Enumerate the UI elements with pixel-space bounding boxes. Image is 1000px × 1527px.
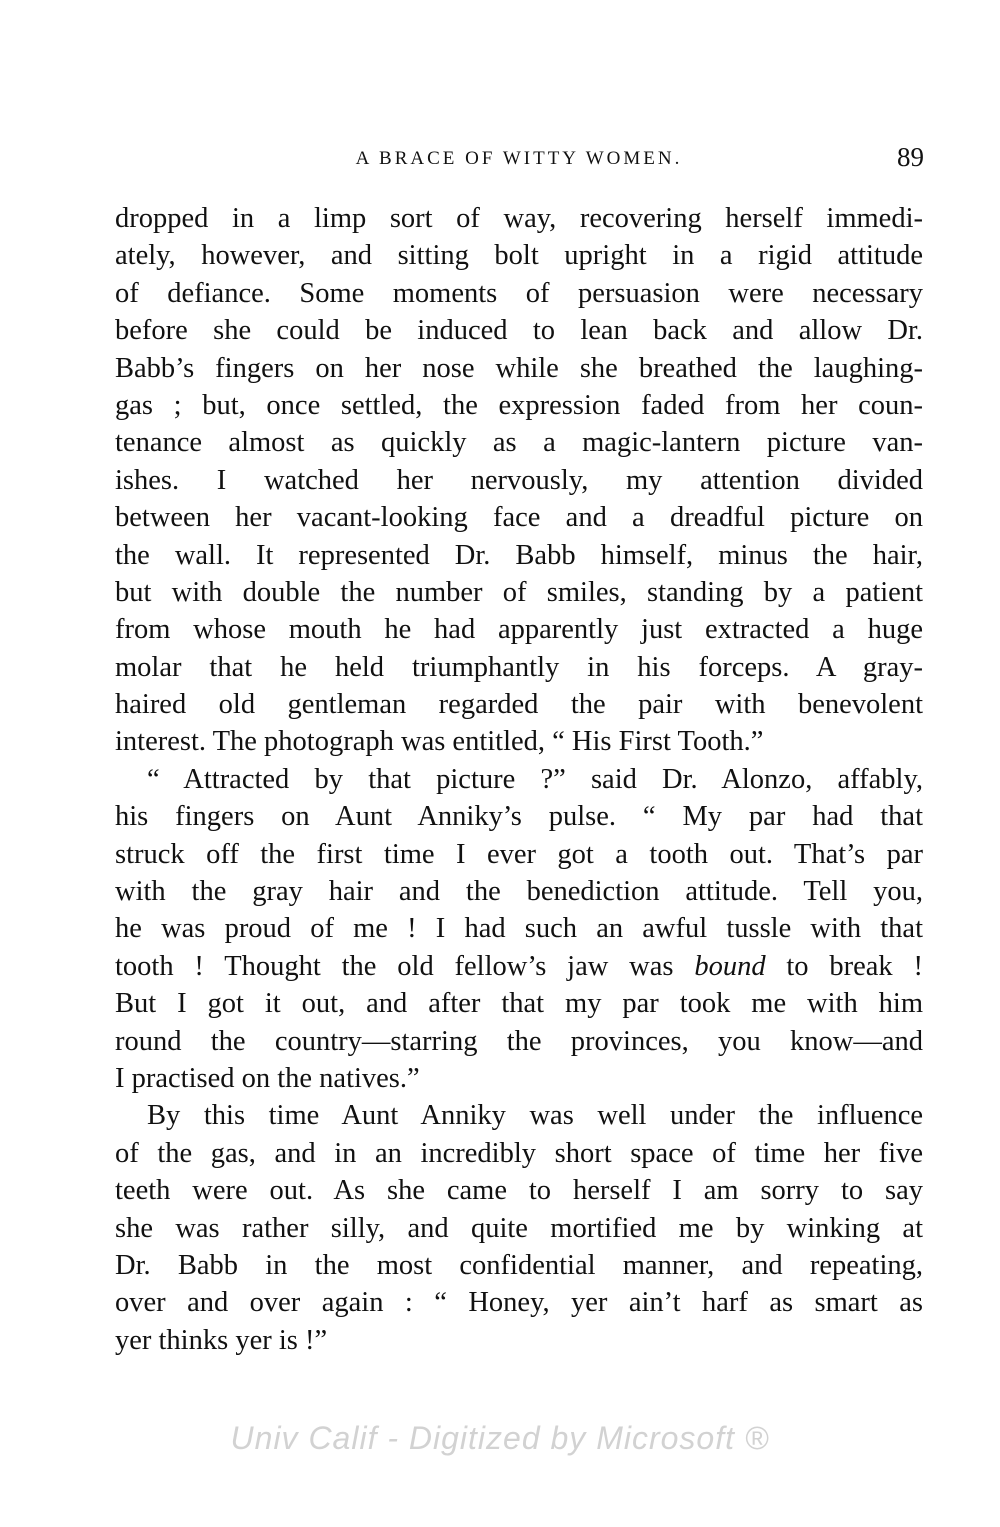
text-line: his fingers on Aunt Anniky’s pulse. “ My par had that (115, 801, 923, 833)
text-line: of defiance. Some moments of persuasion were necessary (115, 277, 923, 309)
text-line: tenance almost as quickly as a magic-lantern picture van- (115, 427, 923, 459)
text-line: teeth were out. As she came to herself I am sorry to say (115, 1175, 923, 1207)
text-line: over and over again : “ Honey, yer ain’t harf as smart as (115, 1287, 923, 1319)
text-line: she was rather silly, and quite mortified me by winking at (115, 1212, 923, 1244)
text-line: haired old gentleman regarded the pair with benevolent (115, 689, 923, 721)
text-line: Dr. Babb in the most confidential manner, and repeating, (115, 1249, 923, 1281)
text-line: he was proud of me ! I had such an awful tussle with that (115, 913, 923, 945)
text-line: By this time Aunt Anniky was well under the influence (147, 1100, 923, 1132)
text-line: dropped in a limp sort of way, recovering herself immedi- (115, 203, 923, 234)
text-line: ately, however, and sitting bolt upright in a rigid attitude (115, 240, 923, 272)
text-line: molar that he held triumphantly in his forceps. A gray- (115, 651, 923, 683)
text-line: of the gas, and in an incredibly short space of time her five (115, 1137, 923, 1169)
digitization-watermark: Univ Calif - Digitized by Microsoft ® (230, 1420, 770, 1456)
text-line: interest. The photograph was entitled, “ His First Tooth.” (115, 726, 764, 758)
running-head (114, 142, 924, 176)
text-line: round the country—starring the provinces, you know—and (115, 1025, 923, 1057)
text-line-with-emphasis (115, 948, 923, 985)
body-text (115, 200, 923, 1359)
text-line: but with double the number of smiles, standing by a patient (115, 576, 923, 608)
text-line: before she could be induced to lean back and allow Dr. (115, 315, 923, 347)
text-line: gas ; but, once settled, the expression faded from her coun- (115, 389, 923, 421)
running-title: A BRACE OF WITTY WOMEN. (355, 148, 683, 169)
text-line: Babb’s fingers on her nose while she breathed the laughing- (115, 352, 923, 384)
text-line: I practised on the natives.” (115, 1062, 420, 1094)
text-line: with the gray hair and the benediction attitude. Tell you, (115, 876, 923, 908)
text-line: yer thinks yer is !” (115, 1324, 328, 1356)
line-segment: tooth ! Thought the old fellow’s jaw was (115, 950, 695, 982)
text-line: between her vacant-looking face and a dreadful picture on (115, 502, 923, 534)
emphasized-word: bound (694, 950, 766, 982)
text-line: from whose mouth he had apparently just extracted a huge (115, 614, 923, 646)
page-number: 89 (897, 142, 924, 172)
text-line: ishes. I watched her nervously, my attention divided (115, 464, 923, 496)
text-line: “ Attracted by that picture ?” said Dr. Alonzo, affably, (147, 763, 923, 795)
text-line: the wall. It represented Dr. Babb himself, minus the hair, (115, 539, 923, 571)
text-line: struck off the first time I ever got a tooth out. That’s par (115, 838, 923, 870)
text-line: But I got it out, and after that my par took me with him (115, 988, 923, 1020)
line-segment: to break ! (765, 950, 924, 982)
